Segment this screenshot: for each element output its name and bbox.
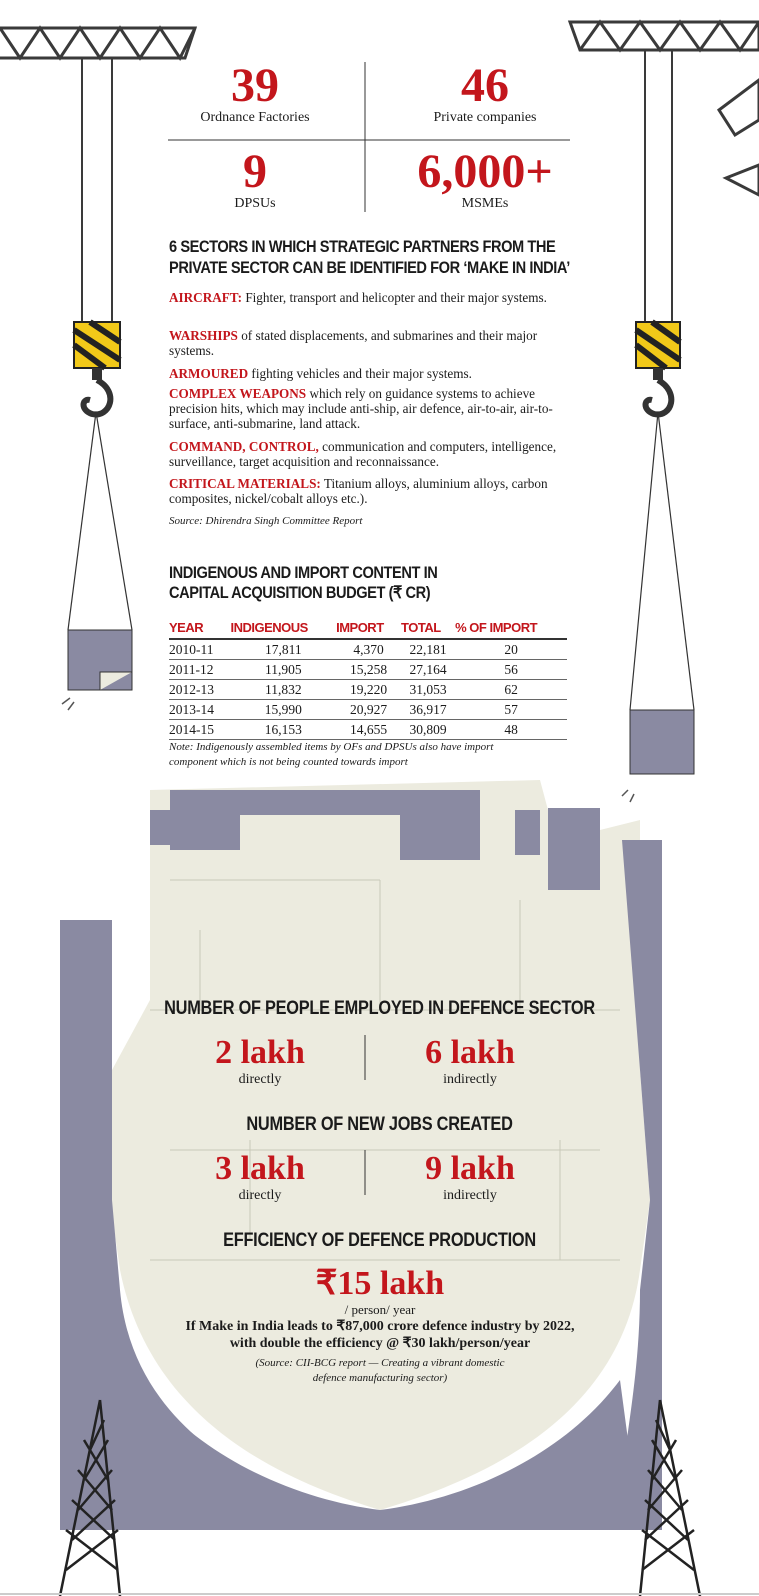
stat-label: Ordnance Factories — [200, 110, 310, 125]
efficiency-note-line1: If Make in India leads to ₹87,000 crore defence industry by 2022, — [185, 1319, 575, 1334]
import-note-line2: component which is not being counted towards import — [169, 756, 408, 768]
sector-item — [169, 439, 569, 469]
efficiency-note-line2: with double the efficiency @ ₹30 lakh/person/year — [229, 1336, 531, 1351]
table-cell: 56 — [455, 660, 567, 680]
sectors-heading-line2: PRIVATE SECTOR CAN BE IDENTIFIED FOR ‘MAKE IN INDIA’ — [169, 258, 570, 277]
table-header-row — [169, 620, 567, 639]
shield-shape — [60, 780, 662, 1530]
employment-direct-label: directly — [238, 1072, 282, 1087]
sector-key: COMPLEX WEAPONS — [169, 386, 307, 401]
import-heading-line2: CAPITAL ACQUISITION BUDGET (₹ CR) — [169, 583, 431, 602]
table-cell: 62 — [455, 680, 567, 700]
stat-number: 46 — [461, 59, 509, 112]
efficiency-heading: EFFICIENCY OF DEFENCE PRODUCTION — [223, 1230, 536, 1251]
left-crane-arm — [0, 28, 195, 330]
table-row — [169, 660, 567, 680]
new-jobs-indirect-label: indirectly — [443, 1188, 497, 1203]
stat-label: Private companies — [433, 110, 537, 125]
table-cell: 22,181 — [401, 639, 455, 660]
sector-text: fighting vehicles and their major systems. — [248, 366, 472, 381]
table-cell: 27,164 — [401, 660, 455, 680]
efficiency-unit: / person/ year — [344, 1302, 416, 1317]
table-cell: 15,258 — [336, 660, 401, 680]
column-header: % OF IMPORT — [455, 620, 567, 639]
table-cell: 19,220 — [336, 680, 401, 700]
sector-key: CRITICAL MATERIALS: — [169, 476, 321, 491]
sector-text: of stated displacements, and submarines and their major systems. — [169, 328, 538, 358]
employment-indirect-label: indirectly — [443, 1072, 497, 1087]
column-header: IMPORT — [336, 620, 401, 639]
sector-item — [169, 290, 569, 305]
right-crane-arm — [570, 22, 759, 322]
table-cell: 2013-14 — [169, 700, 230, 720]
sector-text: communication and computers, intelligence, surveillance, target acquisition and reconnaissance. — [169, 439, 557, 469]
sector-item — [169, 328, 569, 358]
sector-text: Fighter, transport and helicopter and their major systems. — [242, 290, 547, 305]
table-cell: 2011-12 — [169, 660, 230, 680]
sector-text: which rely on guidance systems to achieve precision hits, which may include anti-ship, air defence, air-to-air, air-to-surface, anti-submarine, land attack. — [169, 386, 553, 431]
table-row — [169, 700, 567, 720]
new-jobs-direct-value: 3 lakh — [215, 1150, 305, 1187]
table-cell: 36,917 — [401, 700, 455, 720]
sector-key: AIRCRAFT: — [169, 290, 243, 305]
sector-item — [169, 476, 569, 506]
table-cell: 2010-11 — [169, 639, 230, 660]
stat-number: 9 — [243, 145, 267, 198]
new-jobs-direct-label: directly — [238, 1188, 282, 1203]
new-jobs-heading: NUMBER OF NEW JOBS CREATED — [246, 1114, 513, 1135]
sectors-source: Source: Dhirendra Singh Committee Report — [169, 515, 363, 527]
table-cell: 15,990 — [230, 700, 336, 720]
table-cell: 20,927 — [336, 700, 401, 720]
column-header: YEAR — [169, 620, 230, 639]
table-cell: 11,905 — [230, 660, 336, 680]
efficiency-source-line2: defence manufacturing sector) — [312, 1372, 448, 1384]
table-cell: 2012-13 — [169, 680, 230, 700]
sector-item — [169, 386, 569, 431]
stat-number: 6,000+ — [417, 145, 553, 198]
import-note-line1: Note: Indigenously assembled items by OFs and DPSUs also have import — [169, 741, 494, 753]
left-hook-icon — [62, 322, 132, 710]
table-cell: 11,832 — [230, 680, 336, 700]
stat-label: DPSUs — [234, 196, 276, 211]
table-cell: 16,153 — [230, 720, 336, 740]
table-cell: 14,655 — [336, 720, 401, 740]
employment-indirect-value: 6 lakh — [425, 1034, 515, 1071]
table-cell: 31,053 — [401, 680, 455, 700]
new-jobs-indirect-value: 9 lakh — [425, 1150, 515, 1187]
table-cell: 57 — [455, 700, 567, 720]
employment-heading: NUMBER OF PEOPLE EMPLOYED IN DEFENCE SECTOR — [164, 998, 595, 1019]
table-cell: 2014-15 — [169, 720, 230, 740]
employment-direct-value: 2 lakh — [215, 1034, 305, 1071]
efficiency-value: ₹15 lakh — [315, 1265, 445, 1302]
table-cell: 17,811 — [230, 639, 336, 660]
sectors-heading-line1: 6 SECTORS IN WHICH STRATEGIC PARTNERS FROM THE — [169, 237, 556, 256]
import-heading-line1: INDIGENOUS AND IMPORT CONTENT IN — [169, 563, 438, 582]
import-table — [169, 620, 567, 740]
sector-text: Titanium alloys, aluminium alloys, carbon composites, nickel/cobalt alloys etc.). — [169, 476, 548, 506]
table-row — [169, 639, 567, 660]
table-row — [169, 720, 567, 740]
stat-label: MSMEs — [461, 196, 509, 211]
column-header: TOTAL — [401, 620, 455, 639]
sector-key: ARMOURED — [169, 366, 249, 381]
efficiency-source-line1: (Source: CII-BCG report — Creating a vibrant domestic — [255, 1357, 505, 1369]
table-cell: 4,370 — [336, 639, 401, 660]
right-hook-icon — [622, 322, 694, 802]
sector-key: COMMAND, CONTROL, — [169, 439, 319, 454]
table-cell: 20 — [455, 639, 567, 660]
table-cell: 30,809 — [401, 720, 455, 740]
stat-number: 39 — [231, 59, 279, 112]
sector-key: WARSHIPS — [169, 328, 238, 343]
column-header: INDIGENOUS — [230, 620, 336, 639]
table-row — [169, 680, 567, 700]
table-cell: 48 — [455, 720, 567, 740]
sector-item — [169, 366, 569, 381]
